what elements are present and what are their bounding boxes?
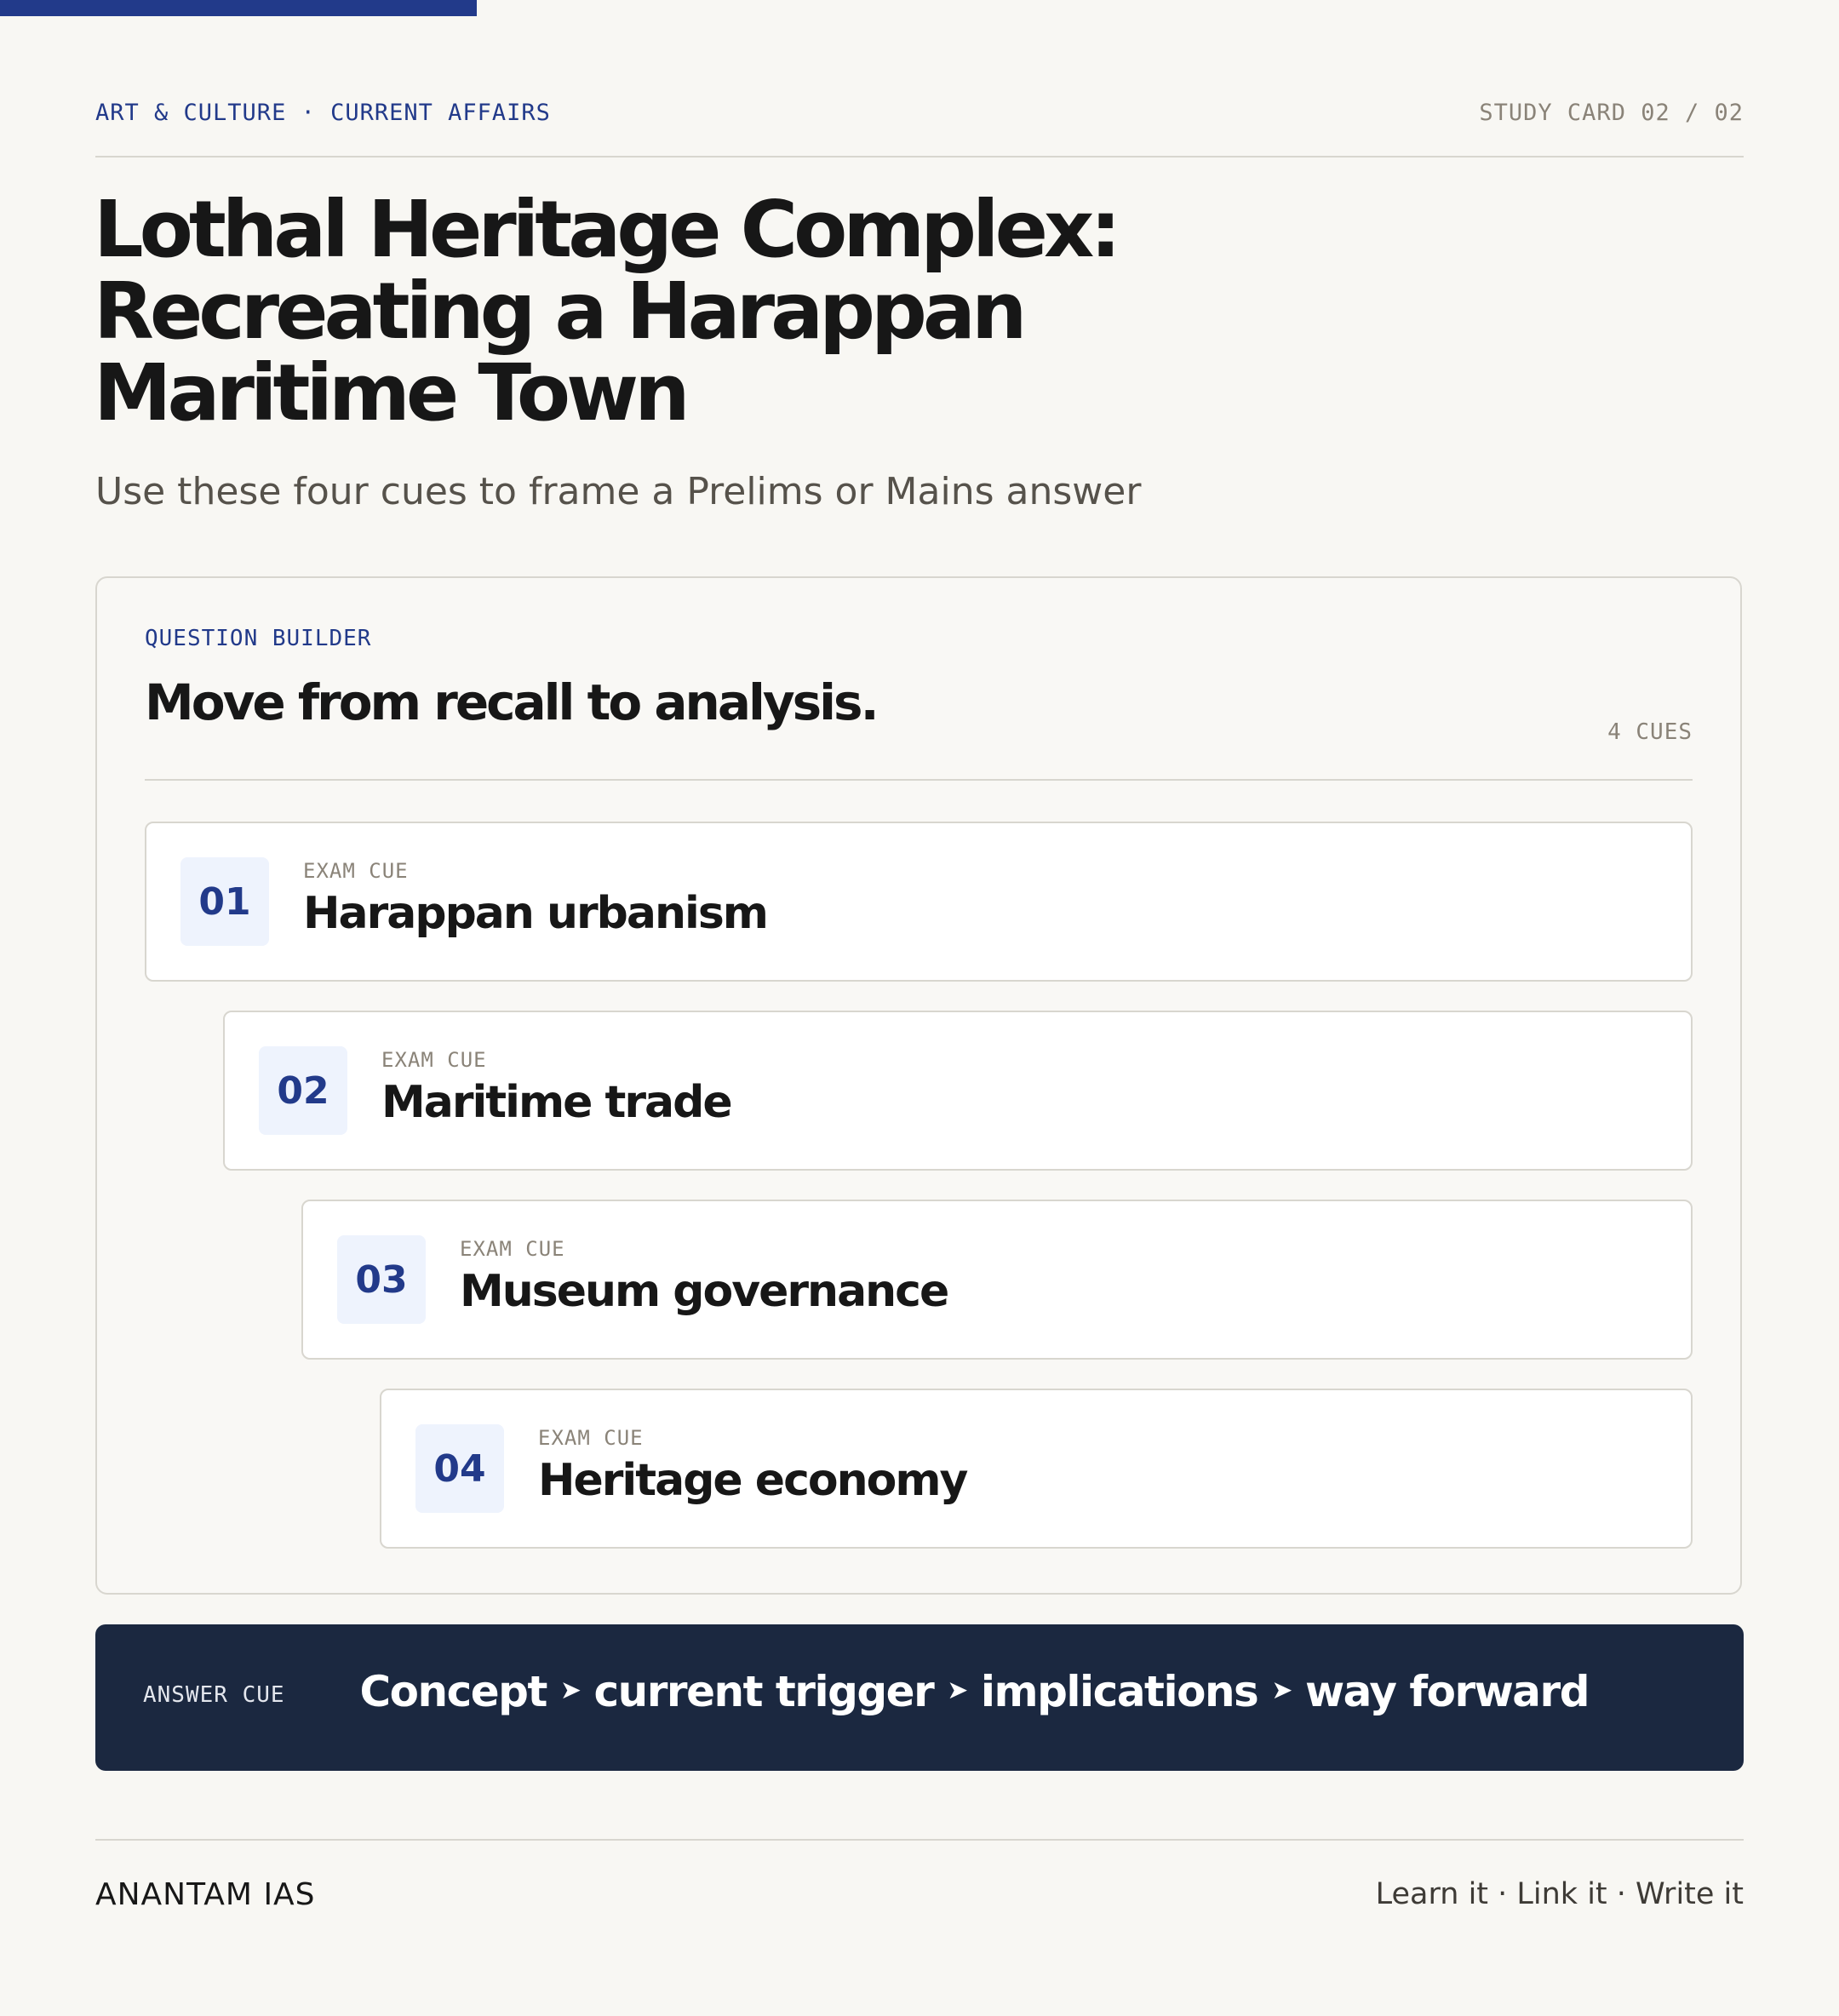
top-accent-bar [0, 0, 477, 16]
card-number: STUDY CARD 02 / 02 [1479, 99, 1744, 126]
category-kicker: ART & CULTURE · CURRENT AFFAIRS [95, 99, 551, 126]
title-line: Maritime Town [94, 347, 686, 438]
builder-heading: Move from recall to analysis. [145, 673, 877, 731]
page-subtitle: Use these four cues to frame a Prelims or Mains answer [95, 470, 1142, 513]
page-title [94, 184, 1200, 438]
cue-number-badge: 03 [337, 1235, 426, 1324]
footer-divider [95, 1839, 1744, 1841]
cue-label: EXAM CUE [460, 1237, 565, 1261]
title-line: Lothal Heritage Complex: [94, 184, 1118, 275]
builder-kicker: QUESTION BUILDER [145, 626, 372, 651]
cue-card-02 [223, 1011, 1693, 1171]
title-line: Recreating a Harappan [94, 266, 1023, 357]
cue-label: EXAM CUE [303, 859, 409, 883]
answer-cue-label: ANSWER CUE [143, 1682, 285, 1708]
cue-label: EXAM CUE [538, 1426, 644, 1450]
cue-card-01 [145, 822, 1693, 982]
cue-number-badge: 01 [180, 857, 269, 946]
cue-number-badge: 04 [415, 1424, 504, 1513]
cue-label: EXAM CUE [381, 1048, 487, 1072]
chevron-right-icon: ➤ [947, 1675, 967, 1705]
answer-step: current trigger [593, 1667, 934, 1716]
cue-card-04 [380, 1389, 1693, 1549]
header [95, 95, 1744, 129]
answer-flow [359, 1667, 1589, 1716]
answer-step: way forward [1304, 1667, 1589, 1716]
cue-title: Heritage economy [538, 1455, 967, 1506]
builder-divider [145, 779, 1693, 781]
cue-card-03 [301, 1200, 1693, 1360]
answer-step: Concept [359, 1667, 547, 1716]
cue-number-badge: 02 [259, 1046, 347, 1135]
chevron-right-icon: ➤ [1271, 1675, 1292, 1705]
cue-title: Maritime trade [381, 1077, 731, 1128]
answer-cue-bar [95, 1624, 1744, 1771]
answer-step: implications [980, 1667, 1258, 1716]
footer-tagline: Learn it · Link it · Write it [1375, 1877, 1744, 1911]
question-builder-panel [95, 576, 1742, 1595]
header-divider [95, 156, 1744, 158]
cue-count: 4 CUES [1607, 719, 1693, 745]
brand-name: ANANTAM IAS [95, 1877, 316, 1912]
cue-title: Harappan urbanism [303, 888, 767, 939]
cue-title: Museum governance [460, 1266, 948, 1317]
chevron-right-icon: ➤ [559, 1675, 581, 1705]
